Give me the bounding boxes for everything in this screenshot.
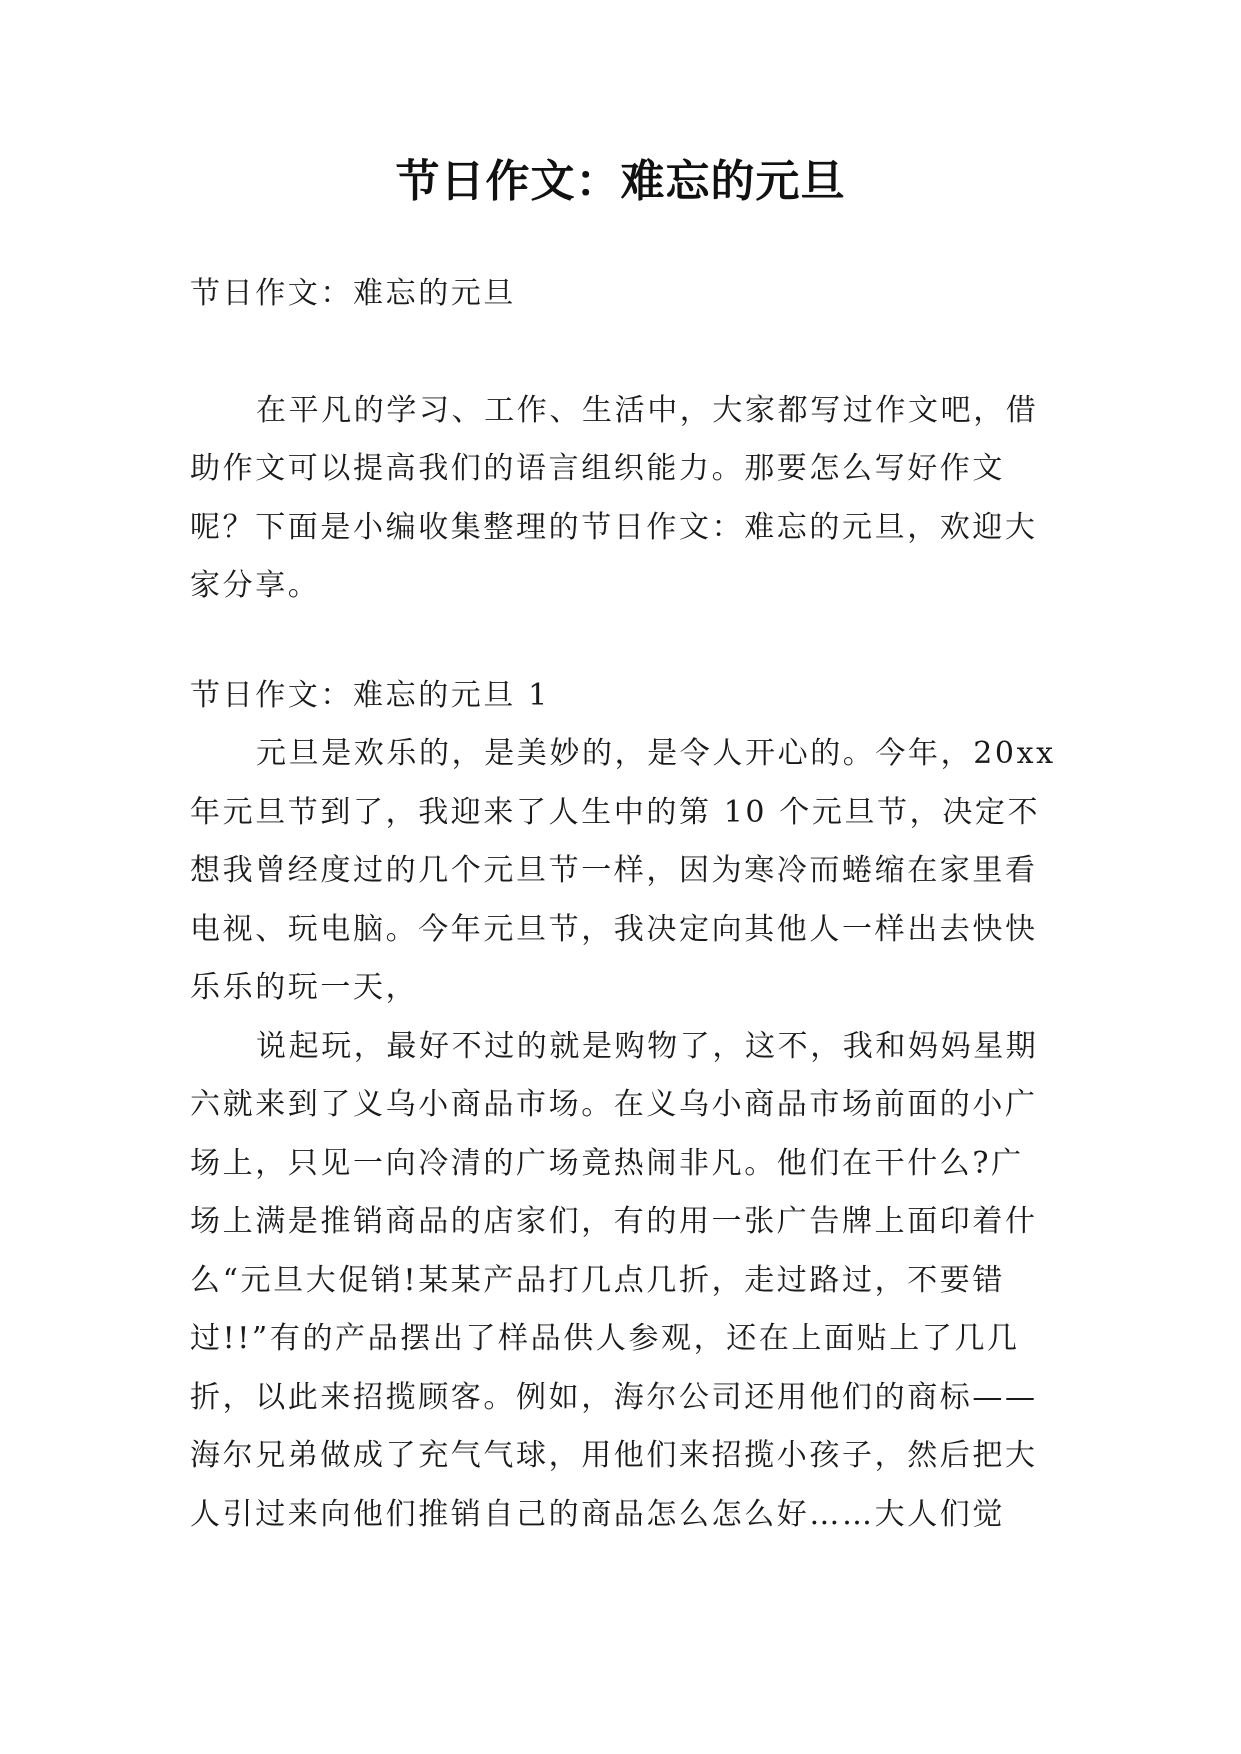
intro-line: 家分享。 xyxy=(190,568,321,603)
intro-paragraph xyxy=(190,382,1052,616)
paragraph-line: 折，以此来招揽顾客。例如，海尔公司还用他们的商标—— xyxy=(190,1379,1038,1415)
paragraph-line: 过!!”有的产品摆出了样品供人参观，还在上面贴上了几几 xyxy=(190,1321,1020,1356)
paragraph-line: 乐乐的玩一天， xyxy=(190,970,419,1005)
paragraph-line: 六就来到了义乌小商品市场。在义乌小商品市场前面的小广 xyxy=(190,1087,1038,1122)
essay-paragraph-2 xyxy=(190,1018,1052,1545)
paragraph-line: 么“元旦大促销!某某产品打几点几折，走过路过，不要错 xyxy=(190,1262,1005,1298)
section-heading: 节日作文：难忘的元旦 xyxy=(190,276,516,311)
intro-line: 呢？下面是小编收集整理的节日作文：难忘的元旦，欢迎大 xyxy=(190,509,1038,545)
document-body xyxy=(190,265,1056,1544)
spacer xyxy=(190,616,1052,667)
intro-line: 助作文可以提高我们的语言组织能力。那要怎么写好作文 xyxy=(190,451,1005,486)
paragraph-line: 电视、玩电脑。今年元旦节，我决定向其他人一样出去快快 xyxy=(190,911,1038,947)
paragraph-line: 场上满是推销商品的店家们，有的用一张广告牌上面印着什 xyxy=(190,1204,1038,1239)
spacer xyxy=(190,324,1052,382)
paragraph-line: 年元旦节到了，我迎来了人生中的第 10 个元旦节，决定不 xyxy=(190,794,1041,830)
paragraph-line: 元旦是欢乐的，是美妙的，是令人开心的。今年，20xx xyxy=(256,736,1056,771)
paragraph-line: 想我曾经度过的几个元旦节一样，因为寒冷而蜷缩在家里看 xyxy=(190,853,1038,888)
essay-subheading: 节日作文：难忘的元旦 1 xyxy=(190,677,550,713)
essay-paragraph-1 xyxy=(190,725,1056,1018)
document-title: 节日作文：难忘的元旦 xyxy=(395,156,846,207)
paragraph-line: 场上，只见一向冷清的广场竟热闹非凡。他们在干什么?广 xyxy=(190,1145,1024,1181)
intro-line: 在平凡的学习、工作、生活中，大家都写过作文吧，借 xyxy=(256,392,1039,428)
paragraph-line: 说起玩，最好不过的就是购物了，这不，我和妈妈星期 xyxy=(256,1028,1039,1064)
paragraph-line: 人引过来向他们推销自己的商品怎么怎么好……大人们觉 xyxy=(190,1496,1005,1532)
paragraph-line: 海尔兄弟做成了充气气球，用他们来招揽小孩子，然后把大 xyxy=(190,1438,1038,1473)
